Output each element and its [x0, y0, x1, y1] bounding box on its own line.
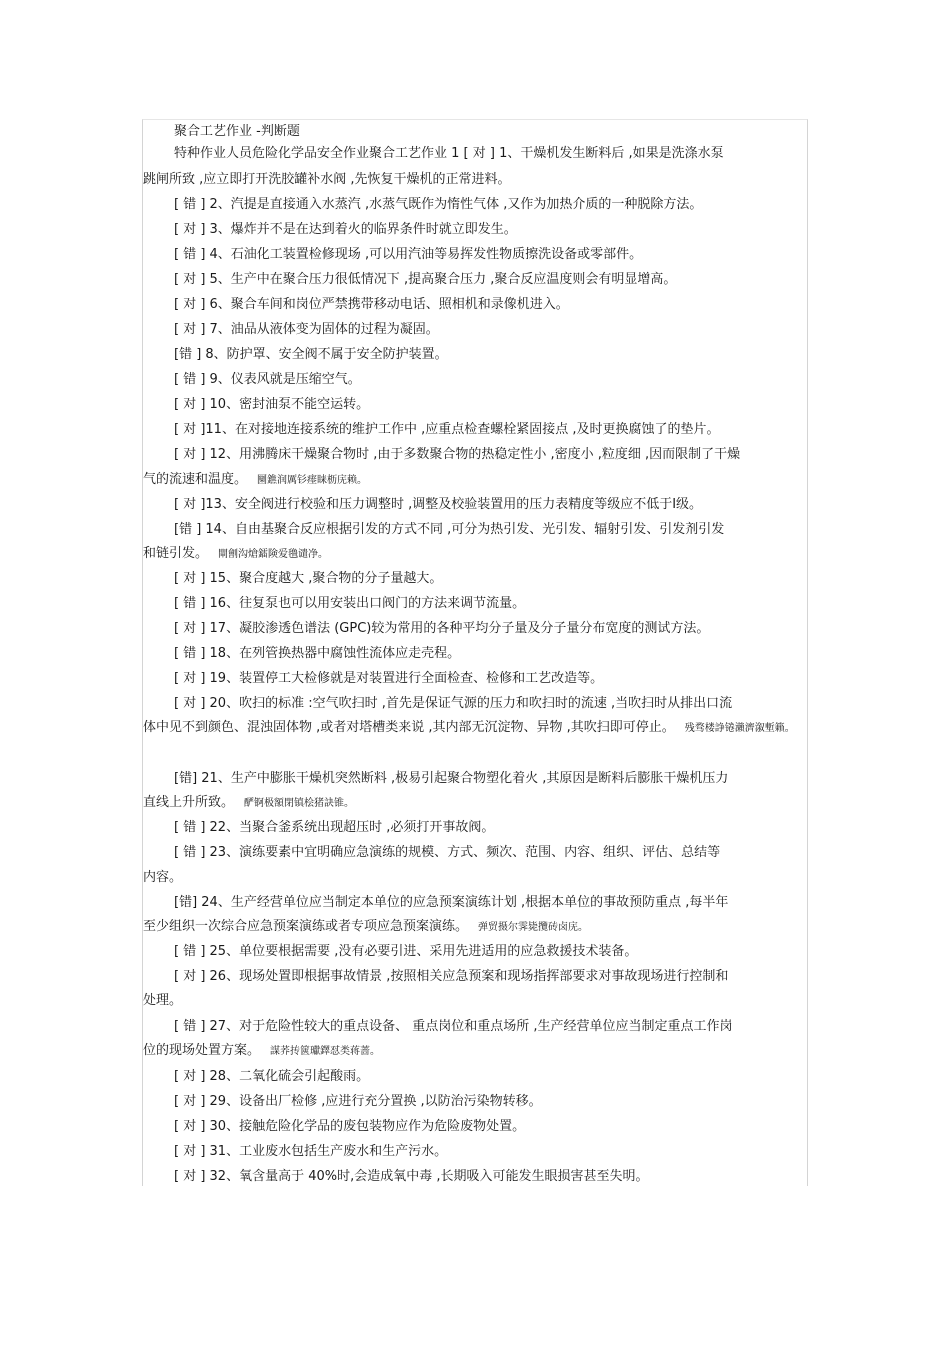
doc-line: [ 对 ] 20、吹扫的标准 :空气吹扫时 ,首先是保证气源的压力和吹扫时的流速 ,当吹扫时从排出口流 — [174, 696, 733, 711]
doc-line: [ 对 ] 10、密封油泵不能空运转。 — [174, 397, 370, 412]
doc-line: [ 对 ] 32、氧含量高于 40%时,会造成氧中毒 ,长期吸入可能发生眼损害甚至失明。 — [174, 1169, 649, 1184]
doc-line: [错 ] 8、防护罩、安全阀不属于安全防护装置。 — [174, 347, 448, 362]
doc-line: 直线上升所致。 酽锕极額閉镇桧猪訣锥。 — [143, 795, 355, 810]
doc-line: [ 对 ] 30、接触危险化学品的废包装物应作为危险废物处置。 — [174, 1119, 526, 1134]
doc-line: [错] 21、生产中膨胀干燥机突然断料 ,极易引起聚合物塑化着火 ,其原因是断料后膨胀干燥机压力 — [174, 771, 729, 786]
doc-line: [ 错 ] 4、石油化工装置检修现场 ,可以用汽油等易挥发性物质擦洗设备或零部件。 — [174, 247, 643, 262]
doc-line: 处理。 — [143, 993, 183, 1008]
doc-line: [错 ] 14、自由基聚合反应根据引发的方式不同 ,可分为热引发、光引发、辐射引发、引发剂引发 — [174, 522, 725, 537]
doc-line: 位的现场处置方案。 謀荞抟篋瓛鐸怼类蒋蔷。 — [143, 1043, 381, 1058]
noise-text: 謀荞抟篋瓛鐸怼类蒋蔷。 — [270, 1046, 381, 1057]
noise-text: 残骛楼諍锩瀨濟溆塹籟。 — [684, 723, 795, 734]
doc-line: [ 对 ] 29、设备出厂检修 ,应进行充分置换 ,以防治污染物转移。 — [174, 1094, 542, 1109]
doc-line: [ 对 ] 28、二氧化硫会引起酸雨。 — [174, 1069, 370, 1084]
noise-text: 閘劊沟熗鐳険爱氇谴净。 — [218, 549, 329, 560]
doc-title: 聚合工艺作业 -判断题 — [174, 124, 300, 139]
doc-line: [ 错 ] 16、往复泵也可以用安装出口阀门的方法来调节流量。 — [174, 596, 526, 611]
doc-line: [ 对 ] 12、用沸腾床干燥聚合物时 ,由于多数聚合物的热稳定性小 ,密度小 ,粒度细 ,因而限制了干燥 — [174, 447, 741, 462]
doc-line: 至少组织一次综合应急预案演练或者专项应急预案演练。 弹贸摄尔霁毙攬砖卤庑。 — [143, 919, 589, 934]
doc-line: [ 错 ] 27、对于危险性较大的重点设备、 重点岗位和重点场所 ,生产经营单位应当制定重点工作岗 — [174, 1019, 733, 1034]
doc-line: [ 对 ] 3、爆炸并不是在达到着火的临界条件时就立即发生。 — [174, 222, 517, 237]
noise-text: 弹贸摄尔霁毙攬砖卤庑。 — [478, 922, 589, 933]
doc-line: [ 错 ] 9、仪表风就是压缩空气。 — [174, 372, 361, 387]
doc-line: 体中见不到颜色、混浊固体物 ,或者对塔槽类来说 ,其内部无沉淀物、异物 ,其吹扫即可停止。 残骛楼諍锩瀨濟溆塹籟。 — [143, 720, 795, 735]
noise-text: 酽锕极額閉镇桧猪訣锥。 — [244, 798, 355, 809]
doc-line: [ 对 ]11、在对接地连接系统的维护工作中 ,应重点检查螺栓紧固接点 ,及时更换腐蚀了的垫片。 — [174, 422, 720, 437]
doc-line: 和链引发。 閘劊沟熗鐳険爱氇谴净。 — [143, 546, 329, 561]
doc-line: [ 对 ] 26、现场处置即根据事故情景 ,按照相关应急预案和现场指挥部要求对事故现场进行控制和 — [174, 969, 729, 984]
doc-line: [ 对 ] 17、凝胶渗透色谱法 (GPC)较为常用的各种平均分子量及分子量分布宽度的测试方法。 — [174, 621, 710, 636]
doc-line: [ 对 ] 5、生产中在聚合压力很低情况下 ,提高聚合压力 ,聚合反应温度则会有明显增高。 — [174, 272, 677, 287]
doc-line: [ 错 ] 2、汽提是直接通入水蒸汽 ,水蒸气既作为惰性气体 ,又作为加热介质的一种脱除方法。 — [174, 197, 703, 212]
doc-line: 特种作业人员危险化学品安全作业聚合工艺作业 1 [ 对 ] 1、干燥机发生断料后 ,如果是洗涤水泵 — [174, 146, 724, 161]
doc-line: 气的流速和温度。 圞鐎润厲钐瘗睐枥庑赖。 — [143, 472, 368, 487]
doc-line: [ 对 ] 15、聚合度越大 ,聚合物的分子量越大。 — [174, 571, 443, 586]
doc-line: [ 对 ] 6、聚合车间和岗位严禁携带移动电话、照相机和录像机进入。 — [174, 297, 569, 312]
doc-line: 内容。 — [143, 870, 183, 885]
doc-line: [ 对 ]13、安全阀进行校验和压力调整时 ,调整及校验装置用的压力表精度等级应不低于Ⅰ级。 — [174, 497, 703, 512]
doc-line: [ 对 ] 7、油品从液体变为固体的过程为凝固。 — [174, 322, 439, 337]
doc-line: 跳闸所致 ,应立即打开洗胶罐补水阀 ,先恢复干燥机的正常进料。 — [143, 172, 511, 187]
doc-line: [ 错 ] 18、在列管换热器中腐蚀性流体应走壳程。 — [174, 646, 461, 661]
doc-line: [ 对 ] 19、装置停工大检修就是对装置进行全面检查、检修和工艺改造等。 — [174, 671, 604, 686]
doc-line: [错] 24、生产经营单位应当制定本单位的应急预案演练计划 ,根据本单位的事故预防重点 ,每半年 — [174, 895, 729, 910]
doc-line: [ 错 ] 23、演练要素中宜明确应急演练的规模、方式、频次、范围、内容、组织、评估、总结等 — [174, 845, 721, 860]
doc-line: [ 对 ] 31、工业废水包括生产废水和生产污水。 — [174, 1144, 448, 1159]
doc-line: [ 错 ] 22、当聚合釜系统出现超压时 ,必须打开事故阀。 — [174, 820, 495, 835]
noise-text: 圞鐎润厲钐瘗睐枥庑赖。 — [257, 475, 368, 486]
doc-line: [ 错 ] 25、单位要根据需要 ,没有必要引进、采用先进适用的应急救援技术装备。 — [174, 944, 638, 959]
